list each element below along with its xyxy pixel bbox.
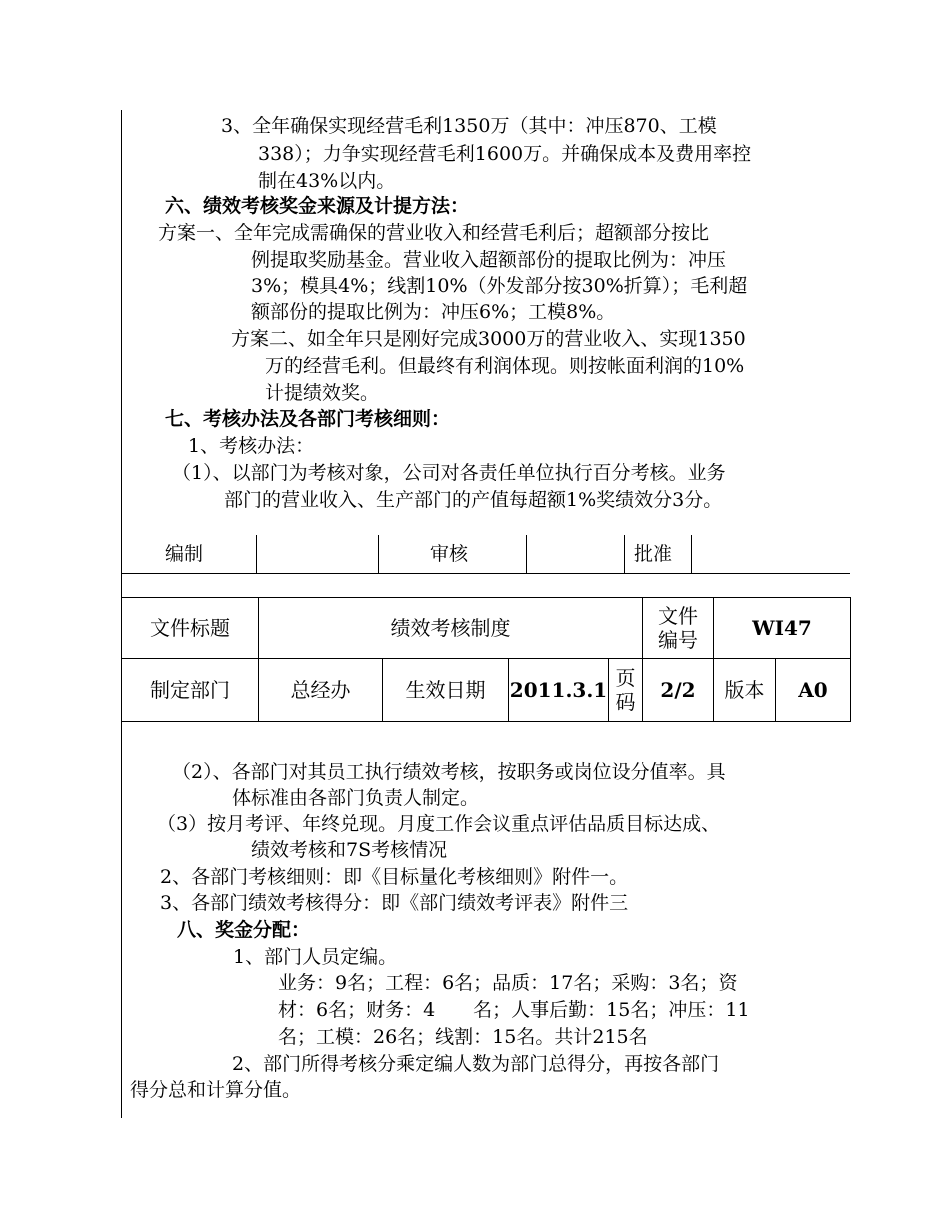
text-line: 3、全年确保实现经营毛利1350万（其中：冲压870、工模 (221, 115, 717, 137)
approved-by-label: 批准 (634, 543, 673, 565)
doc-number-label: 文件 编号 (643, 598, 714, 659)
text-line: （1）、以部门为考核对象，公司对各责任单位执行百分考核。业务 (172, 462, 726, 484)
text-line: 万的经营毛利。但最终有利润体现。则按帐面利润的10% (265, 355, 745, 377)
doc-title-value: 绩效考核制度 (259, 598, 643, 659)
text-line: 制在43%以内。 (258, 170, 396, 192)
section-heading-7: 七、考核办法及各部门考核细则： (165, 408, 451, 430)
text-line: 2、部门所得考核分乘定编人数为部门总得分，再按各部门 (232, 1053, 720, 1075)
sig-divider (378, 535, 379, 573)
text-line: 方案二、如全年只是刚好完成3000万的营业收入、实现1350 (231, 328, 746, 350)
text-line: 材：6名；财务：4 名；人事后勤：15名；冲压：11 (278, 999, 750, 1021)
document-header-table (121, 597, 851, 722)
text-line: 3、各部门绩效考核得分：即《部门绩效考评表》附件三 (160, 892, 629, 914)
text-line: 方案一、全年完成需确保的营业收入和经营毛利后；超额部分按比 (158, 222, 710, 244)
text-line: 部门的营业收入、生产部门的产值每超额1%奖绩效分3分。 (224, 489, 723, 511)
signature-row-bottom (121, 573, 850, 574)
sig-divider (256, 535, 257, 573)
text-line: 1、考核办法： (188, 435, 315, 457)
section-heading-6: 六、绩效考核奖金来源及计提方法： (165, 195, 470, 217)
text-line: （3）按月考评、年终兑现。月度工作会议重点评估品质目标达成、 (157, 813, 721, 835)
doc-title-label: 文件标题 (122, 598, 259, 659)
text-line: 体标准由各部门负责人制定。 (232, 787, 480, 809)
text-line: 得分总和计算分值。 (130, 1079, 302, 1101)
version-value: A0 (776, 659, 851, 722)
text-line: 额部份的提取比例为：冲压6%；工模8%。 (251, 301, 616, 323)
left-border-bottom (121, 722, 122, 1118)
text-line: 1、部门人员定编。 (233, 946, 398, 968)
sig-divider (691, 535, 692, 573)
effective-date-label: 生效日期 (383, 659, 509, 722)
text-line: 绩效考核和7S考核情况 (251, 839, 448, 861)
sig-divider (624, 535, 625, 573)
section-heading-8: 八、奖金分配： (177, 919, 311, 941)
prepared-by-label: 编制 (165, 543, 204, 565)
doc-number-value: WI47 (714, 598, 851, 659)
dept-value: 总经办 (259, 659, 383, 722)
dept-label: 制定部门 (122, 659, 259, 722)
sig-divider (526, 535, 527, 573)
text-line: （2）、各部门对其员工执行绩效考核，按职务或岗位设分值率。具 (172, 761, 726, 783)
text-line: 业务：9名；工程：6名；品质：17名；采购：3名；资 (278, 972, 738, 994)
text-line: 338）；力争实现经营毛利1600万。并确保成本及费用率控 (258, 143, 752, 165)
effective-date-value: 2011.3.1 (509, 659, 609, 722)
reviewed-by-label: 审核 (430, 543, 469, 565)
version-label: 版本 (714, 659, 776, 722)
page-label: 页 码 (609, 659, 643, 722)
left-border-top (121, 110, 122, 597)
text-line: 计提绩效奖。 (265, 382, 380, 404)
page-value: 2/2 (643, 659, 714, 722)
text-line: 名；工模：26名；线割：15名。共计215名 (278, 1026, 648, 1048)
text-line: 例提取奖励基金。营业收入超额部份的提取比例为：冲压 (251, 249, 727, 271)
text-line: 2、各部门考核细则：即《目标量化考核细则》附件一。 (160, 866, 629, 888)
text-line: 3%；模具4%；线割10%（外发部分按30%折算）；毛利超 (251, 275, 748, 297)
